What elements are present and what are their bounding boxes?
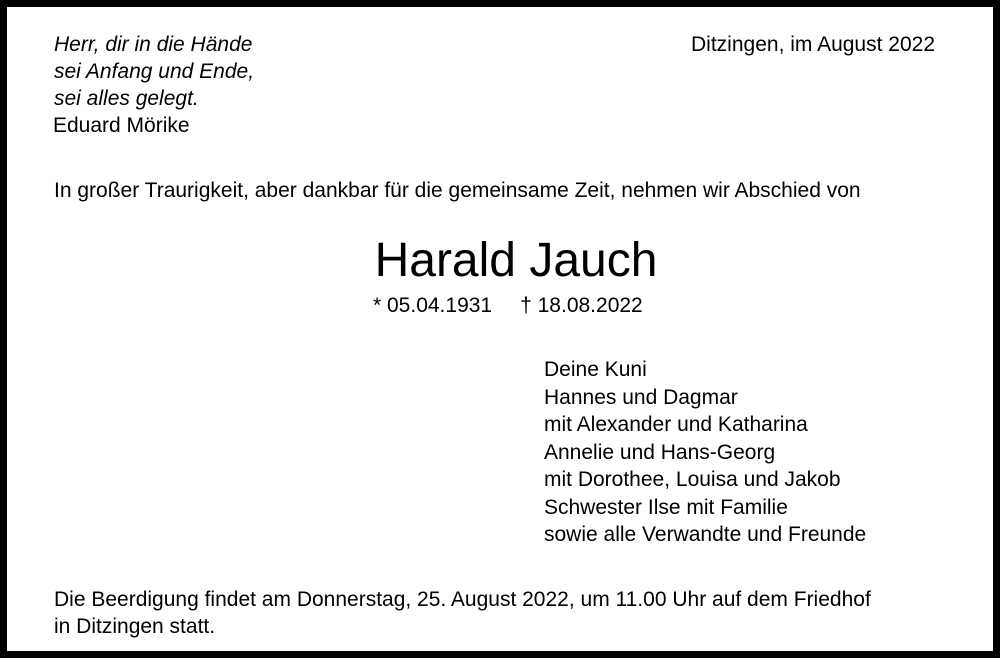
mourner-entry: Hannes und Dagmar (544, 385, 738, 409)
mourners-list (544, 356, 866, 549)
funeral-line: Die Beerdigung findet am Donnerstag, 25. August 2022, um 11.00 Uhr auf dem Friedhof (54, 588, 871, 611)
mourner-entry: Schwester Ilse mit Familie (544, 495, 788, 519)
funeral-line: in Ditzingen statt. (54, 615, 216, 638)
death-date: † 18.08.2022 (520, 294, 643, 317)
mourner-entry: sowie alle Verwandte und Freunde (544, 523, 867, 546)
mourner-entry: mit Alexander und Katharina (544, 413, 808, 436)
poem-author: Eduard Mörike (53, 114, 190, 137)
deceased-name: Harald Jauch (374, 234, 658, 287)
poem-line: sei alles gelegt. (54, 87, 199, 110)
birth-date: * 05.04.1931 (373, 294, 493, 317)
mourner-entry: mit Dorothee, Louisa und Jakob (544, 468, 841, 491)
poem-line: Herr, dir in die Hände (54, 33, 253, 56)
funeral-notice (54, 586, 871, 640)
life-dates (373, 292, 643, 319)
mourner-entry: Deine Kuni (544, 358, 647, 381)
poem-line: sei Anfang und Ende, (54, 60, 255, 83)
intro-text: In großer Traurigkeit, aber dankbar für die gemeinsame Zeit, nehmen wir Abschied von (54, 179, 861, 202)
poem-quote (54, 31, 254, 139)
place-date: Ditzingen, im August 2022 (691, 33, 935, 56)
mourner-entry: Annelie und Hans-Georg (544, 440, 776, 464)
